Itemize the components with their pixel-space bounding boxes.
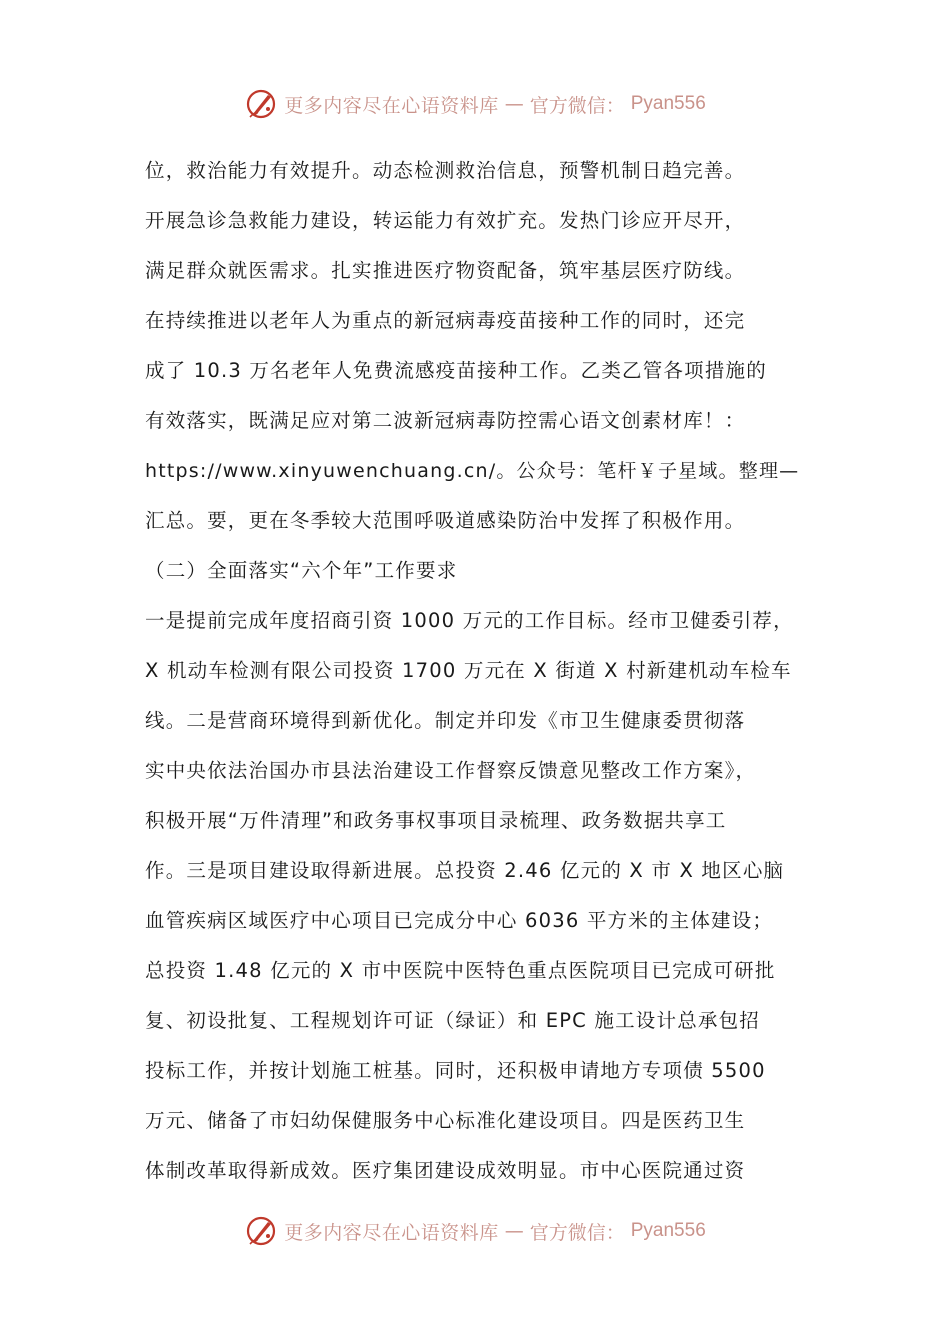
section-heading: （二）全面落实“六个年”工作要求 (145, 559, 458, 582)
watermark-text: 更多内容尽在心语资料库 (284, 1221, 499, 1244)
text-line: 投标工作，并按计划施工桩基。同时，还积极申请地方专项债 5500 (145, 1059, 766, 1082)
text-line: 体制改革取得新成效。医疗集团建设成效明显。市中心医院通过资 (145, 1159, 746, 1182)
document-body (145, 146, 810, 1196)
watermark-label: 官方微信： (529, 94, 625, 117)
text-line: 一是提前完成年度招商引资 1000 万元的工作目标。经市卫健委引荐， (145, 609, 794, 632)
text-line: 万元、储备了市妇幼保健服务中心标准化建设项目。四是医药卫生 (145, 1109, 746, 1132)
text-line: 成了 10.3 万名老年人免费流感疫苗接种工作。乙类乙管各项措施的 (145, 359, 767, 382)
watermark-handle: Pyan556 (630, 1220, 706, 1241)
watermark-text: 更多内容尽在心语资料库 (284, 94, 499, 117)
text-line: 实中央依法治国办市县法治建设工作督察反馈意见整改工作方案》， (145, 759, 757, 782)
text-line: 开展急诊急救能力建设，转运能力有效扩充。发热门诊应开尽开， (145, 209, 746, 232)
text-line: 线。二是营商环境得到新优化。制定并印发《市卫生健康委贯彻落 (145, 709, 746, 732)
text-line: 总投资 1.48 亿元的 X 市中医院中医特色重点医院项目已完成可研批 (145, 959, 776, 982)
watermark-separator: — (504, 1220, 524, 1242)
text-line: 血管疾病区域医疗中心项目已完成分中心 6036 平方米的主体建设； (145, 909, 774, 932)
quill-pen-logo-icon (244, 1214, 278, 1248)
text-line: 有效落实，既满足应对第二波新冠病毒防控需心语文创素材库！： (145, 409, 746, 432)
text-line: 作。三是项目建设取得新进展。总投资 2.46 亿元的 X 市 X 地区心脑 (145, 859, 785, 882)
text-line-link: https://www.xinyuwenchuang.cn/。公众号：笔杆￥子星域。整理— (145, 460, 800, 482)
watermark-label: 官方微信： (529, 1221, 625, 1244)
text-line: 积极开展“万件清理”和政务事权事项目录梳理、政务数据共享工 (145, 809, 727, 832)
text-line: 汇总。要，更在冬季较大范围呼吸道感染防治中发挥了积极作用。 (145, 509, 746, 532)
footer-watermark (0, 1211, 950, 1251)
watermark-handle: Pyan556 (630, 93, 706, 114)
watermark-separator: — (504, 93, 524, 115)
text-line: 位，救治能力有效提升。动态检测救治信息，预警机制日趋完善。 (145, 159, 746, 182)
text-line: 在持续推进以老年人为重点的新冠病毒疫苗接种工作的同时，还完 (145, 309, 746, 332)
text-line: 满足群众就医需求。扎实推进医疗物资配备，筑牢基层医疗防线。 (145, 259, 746, 282)
text-line: X 机动车检测有限公司投资 1700 万元在 X 街道 X 村新建机动车检车 (145, 659, 792, 682)
quill-pen-logo-icon (244, 87, 278, 121)
text-line: 复、初设批复、工程规划许可证（绿证）和 EPC 施工设计总承包招 (145, 1009, 760, 1032)
header-watermark (0, 84, 950, 124)
